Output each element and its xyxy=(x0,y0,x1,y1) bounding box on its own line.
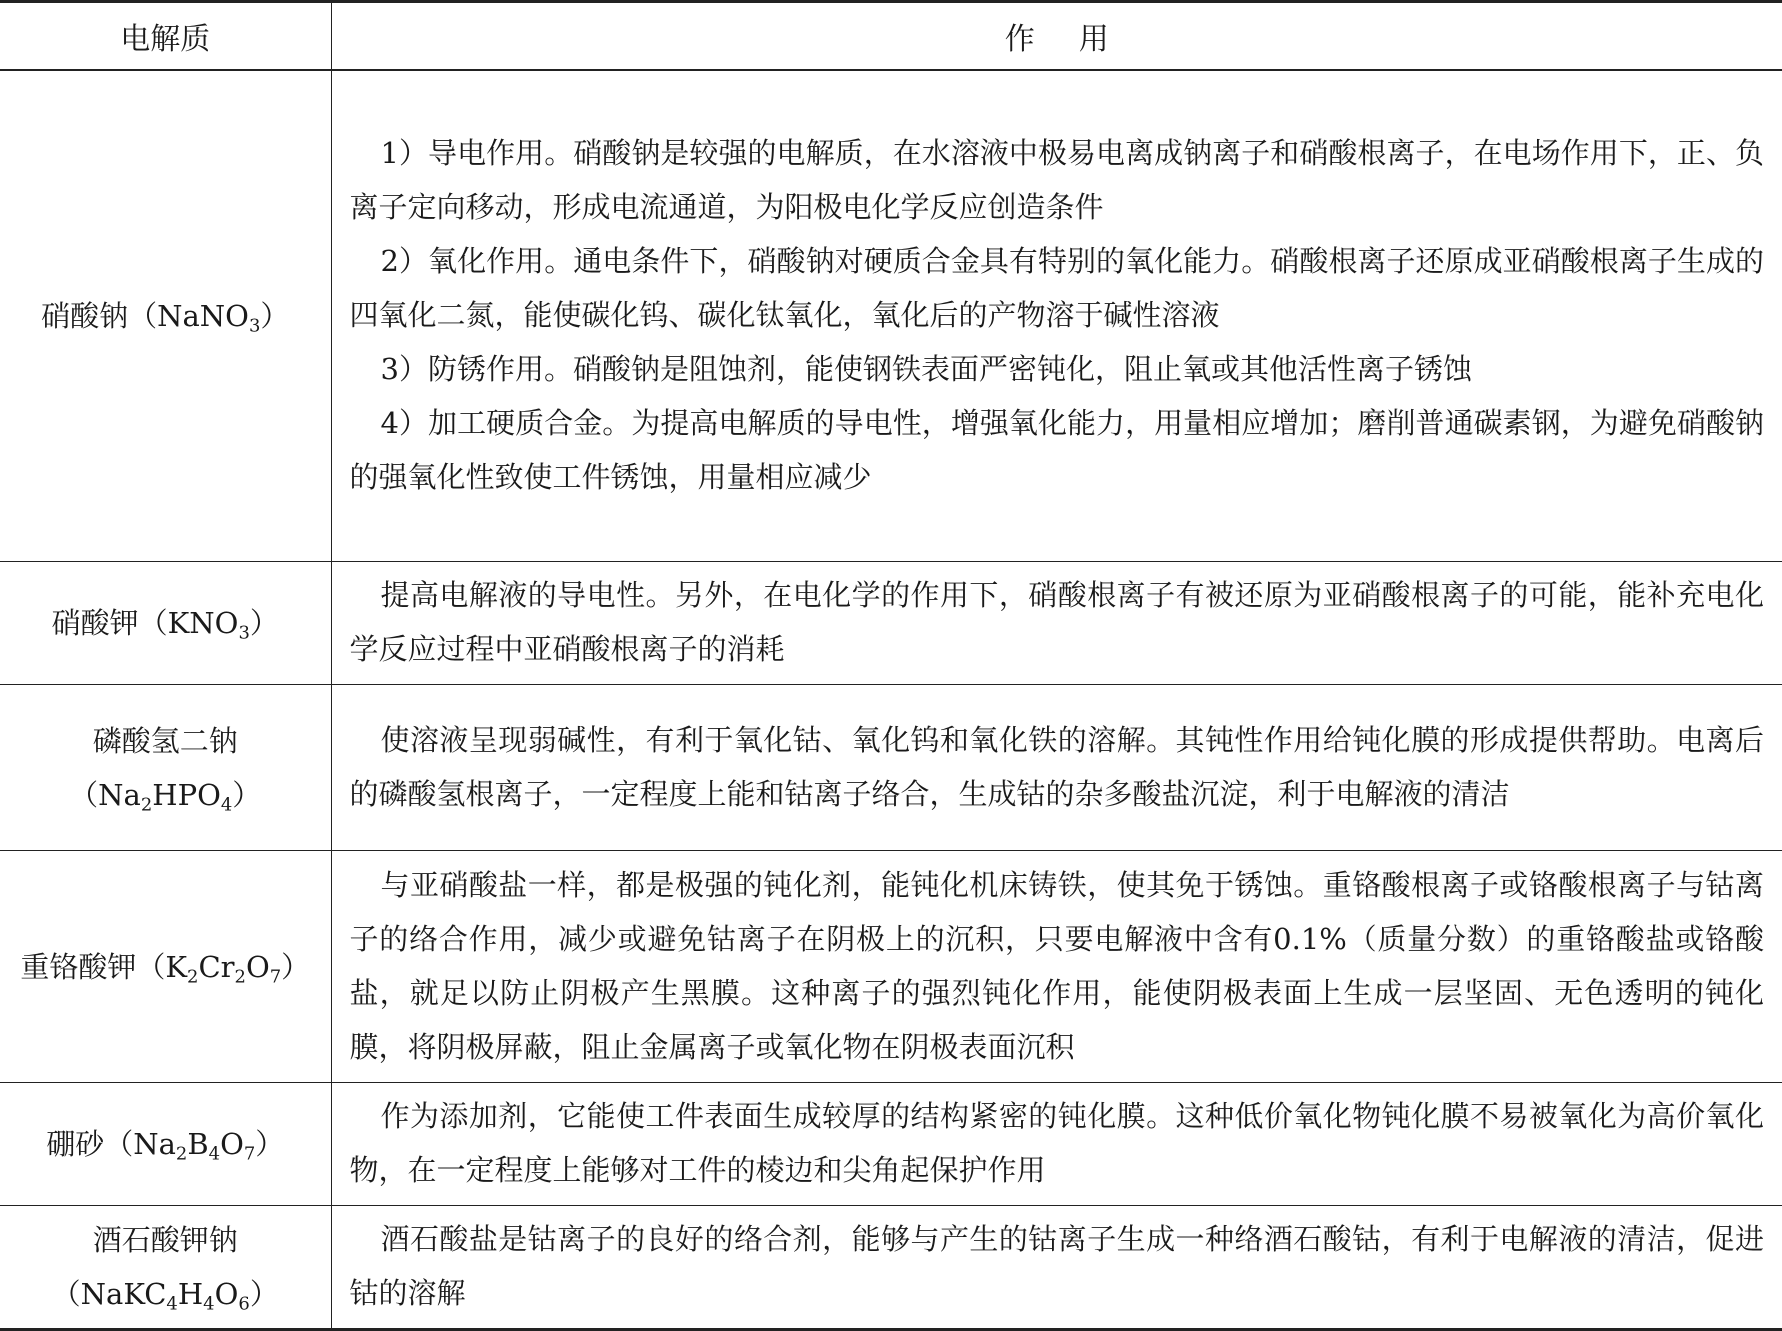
electrolyte-name-text: 酒石酸钾钠 xyxy=(92,1223,238,1257)
electrolyte-role xyxy=(331,1206,1782,1330)
electrolyte-name-text: ） xyxy=(255,1127,285,1161)
electrolyte-name-text: ） xyxy=(249,606,279,640)
electrolyte-role xyxy=(331,562,1782,685)
electrolyte-name xyxy=(0,1083,331,1206)
table-body xyxy=(0,70,1782,1330)
role-paragraph: 提高电解液的导电性。另外，在电化学的作用下，硝酸根离子有被还原为亚硝酸根离子的可能，能补充电化学反应过程中亚硝酸根离子的消耗 xyxy=(349,578,1764,666)
electrolyte-name-text: 硝酸钾（KNO xyxy=(51,606,239,640)
formula-subscript: 7 xyxy=(269,965,282,987)
electrolyte-name-text: HPO xyxy=(152,777,221,812)
electrolyte-role xyxy=(331,1083,1782,1206)
electrolyte-role xyxy=(331,685,1782,851)
electrolyte-name-text: （NaKC xyxy=(51,1277,167,1311)
electrolyte-name-text: （Na xyxy=(69,777,141,812)
table-header-row xyxy=(0,2,1782,70)
formula-subscript: 3 xyxy=(238,622,250,644)
electrolyte-name-text: ） xyxy=(232,777,262,812)
role-paragraph: 作为添加剂，它能使工件表面生成较厚的结构紧密的钝化膜。这种低价氧化物钝化膜不易被氧化为高价氧化物，在一定程度上能够对工件的棱边和尖角起保护作用 xyxy=(349,1099,1764,1187)
formula-subscript: 2 xyxy=(140,793,153,815)
electrolyte-name-text: H xyxy=(177,1277,204,1311)
formula-subscript: 4 xyxy=(203,1293,215,1315)
electrolyte-name xyxy=(0,562,331,685)
electrolyte-name xyxy=(0,70,331,562)
table-row xyxy=(0,1083,1782,1206)
table-row xyxy=(0,685,1782,851)
formula-subscript: 4 xyxy=(220,793,233,815)
header-electrolyte: 电解质 xyxy=(0,2,331,70)
formula-subscript: 4 xyxy=(208,1143,221,1165)
electrolyte-name-text: O xyxy=(245,949,270,984)
electrolyte-role xyxy=(331,851,1782,1083)
electrolyte-name-text: ） xyxy=(260,298,290,333)
electrolyte-name-text: O xyxy=(220,1127,244,1161)
table-row xyxy=(0,562,1782,685)
electrolyte-name-text: 硼砂（Na xyxy=(46,1127,176,1161)
role-paragraph: 使溶液呈现弱碱性，有利于氧化钴、氧化钨和氧化铁的溶解。其钝性作用给钝化膜的形成提供帮助。电离后的磷酸氢根离子，一定程度上能和钴离子络合，生成钴的杂多酸盐沉淀，利于电解液的清洁 xyxy=(349,722,1764,811)
formula-subscript: 4 xyxy=(166,1293,178,1315)
electrolyte-name-text: 硝酸钠（NaNO xyxy=(41,298,249,333)
electrolyte-name xyxy=(0,851,331,1083)
electrolyte-name-text: ） xyxy=(249,1277,279,1311)
formula-subscript: 2 xyxy=(234,965,246,987)
electrolyte-name-text: 磷酸氢二钠 xyxy=(92,723,238,758)
electrolyte-name-text: ） xyxy=(281,949,311,984)
formula-subscript: 2 xyxy=(175,1143,188,1165)
role-paragraph: 1）导电作用。硝酸钠是较强的电解质，在水溶液中极易电离成钠离子和硝酸根离子，在电场作用下，正、负离子定向移动，形成电流通道，为阳极电化学反应创造条件 xyxy=(349,135,1764,224)
role-paragraph: 4）加工硬质合金。为提高电解质的导电性，增强氧化能力，用量相应增加；磨削普通碳素钢，为避免硝酸钠的强氧化性致使工件锈蚀，用量相应减少 xyxy=(349,405,1764,494)
formula-subscript: 6 xyxy=(238,1293,250,1315)
formula-subscript: 2 xyxy=(187,965,199,987)
role-paragraph: 2）氧化作用。通电条件下，硝酸钠对硬质合金具有特别的氧化能力。硝酸根离子还原成亚硝酸根离子生成的四氧化二氮，能使碳化钨、碳化钛氧化，氧化后的产物溶于碱性溶液 xyxy=(349,243,1764,332)
formula-subscript: 3 xyxy=(248,315,261,337)
electrolyte-name-text: B xyxy=(187,1127,209,1161)
role-paragraph: 与亚硝酸盐一样，都是极强的钝化剂，能钝化机床铸铁，使其免于锈蚀。重铬酸根离子或铬酸根离子与钴离子的络合作用，减少或避免钴离子在阴极上的沉积，只要电解液中含有0.1%（质量分数）的重铬酸盐或铬酸盐，就足以防止阴极产生黑膜。这种离子的强烈钝化作用，能使阴极表面上生成一层坚固、无色透明的钝化膜，将阴极屏蔽，阻止金属离子或氧化物在阴极表面沉积 xyxy=(349,867,1764,1064)
electrolyte-role xyxy=(331,70,1782,562)
formula-subscript: 7 xyxy=(243,1143,256,1165)
role-paragraph: 3）防锈作用。硝酸钠是阻蚀剂，能使钢铁表面严密钝化，阻止氧或其他活性离子锈蚀 xyxy=(380,351,1472,386)
header-role: 作用 xyxy=(331,2,1782,70)
table-row xyxy=(0,851,1782,1083)
electrolyte-name-text: 重铬酸钾（K xyxy=(20,949,187,984)
electrolyte-name-text: Cr xyxy=(198,949,235,984)
electrolyte-name-text: O xyxy=(214,1277,239,1311)
role-paragraph: 酒石酸盐是钴离子的良好的络合剂，能够与产生的钴离子生成一种络酒石酸钴，有利于电解液的清洁，促进钴的溶解 xyxy=(349,1222,1764,1310)
table-row xyxy=(0,1206,1782,1330)
electrolyte-name xyxy=(0,1206,331,1330)
electrolyte-name xyxy=(0,685,331,851)
table-row xyxy=(0,70,1782,562)
